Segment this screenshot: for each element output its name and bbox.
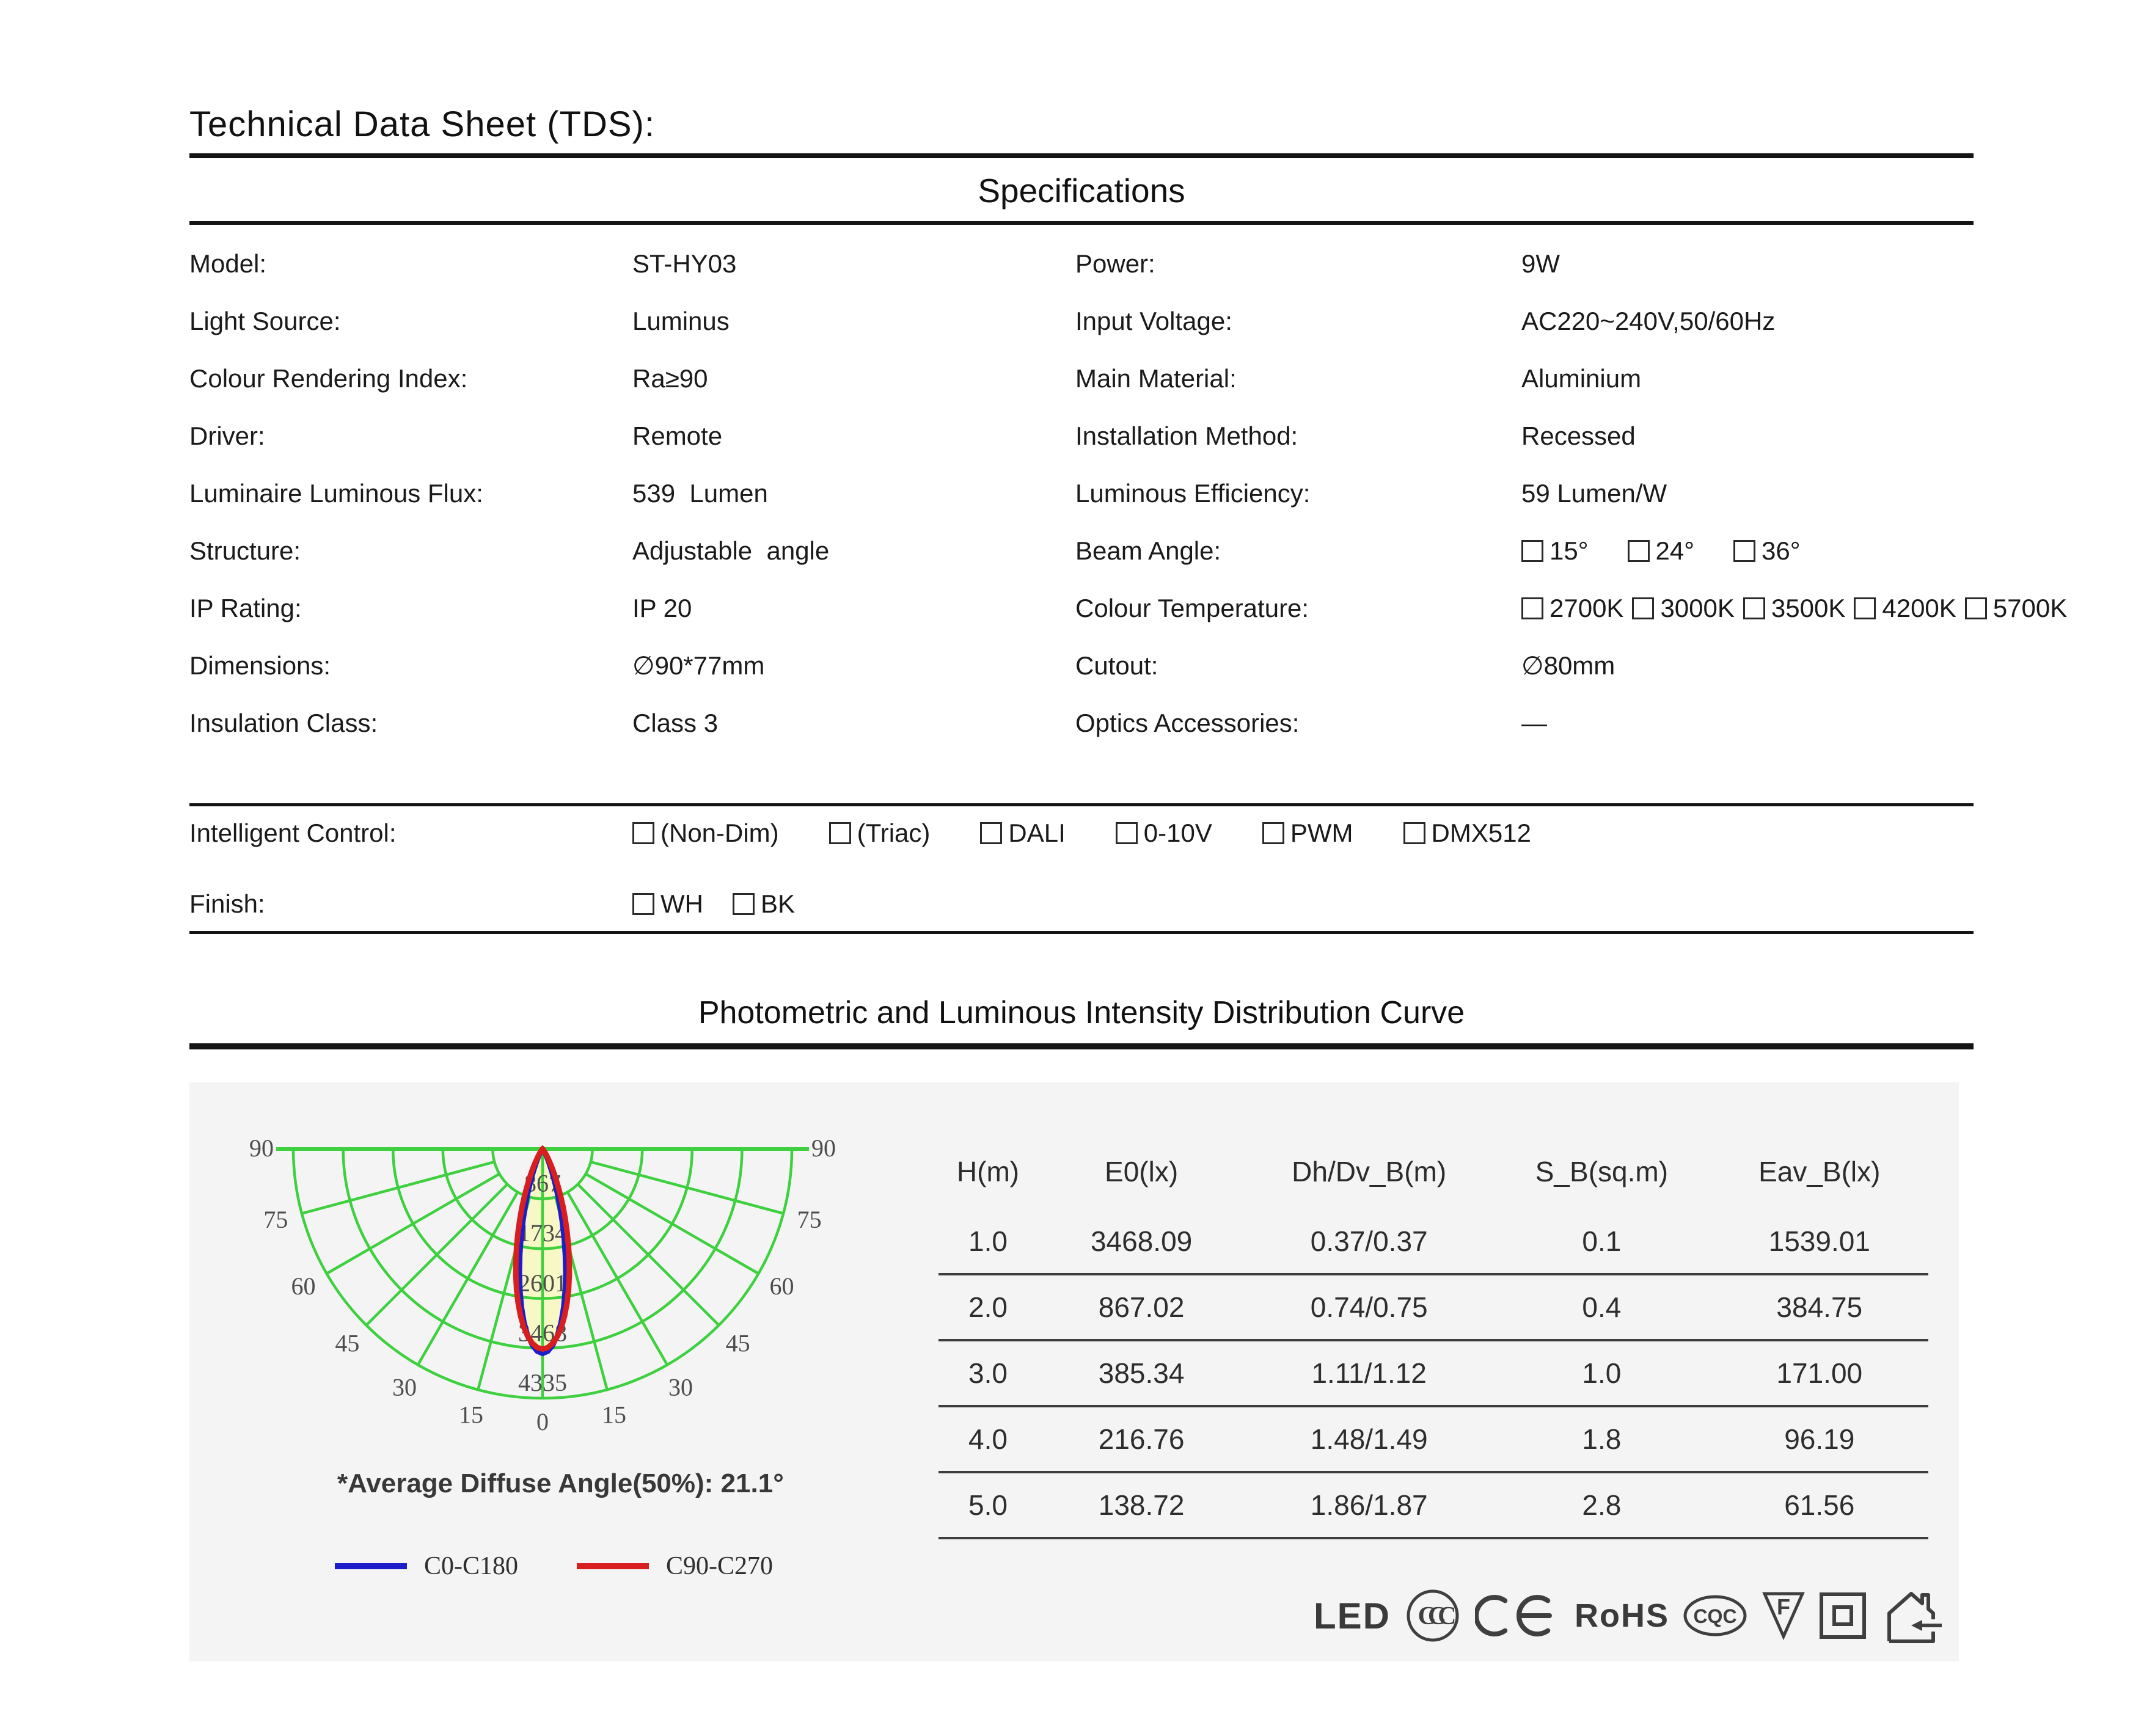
svg-text:45: 45 — [335, 1329, 360, 1357]
finish-option-label: BK — [760, 889, 796, 918]
spec-value: 59 Lumen/W — [1521, 479, 1667, 508]
intelligent-control-checkbox[interactable] — [829, 822, 851, 844]
spec-value: Aluminium — [1521, 364, 1642, 393]
divider — [189, 931, 1974, 934]
finish-option — [632, 889, 703, 919]
svg-text:1734: 1734 — [518, 1219, 567, 1247]
table-header-cell: E0(lx) — [1105, 1156, 1179, 1187]
table-cell: 2.8 — [1582, 1489, 1622, 1521]
finish-group — [632, 887, 795, 921]
spec-checkbox[interactable] — [1965, 597, 1987, 619]
table-header-cell: H(m) — [956, 1156, 1020, 1187]
spec-label: Luminaire Luminous Flux: — [189, 479, 483, 508]
spec-row — [189, 304, 2144, 338]
table-cell: 3.0 — [968, 1357, 1008, 1389]
spec-value: Recessed — [1521, 421, 1636, 450]
spec-checkbox[interactable] — [1743, 597, 1765, 619]
spec-row — [189, 706, 2144, 740]
intelligent-control-option-label: PWM — [1290, 819, 1353, 847]
spec-row — [189, 534, 2144, 568]
spec-value: ∅90*77mm — [632, 651, 765, 680]
spec-value: Remote — [632, 421, 723, 450]
spec-label: Driver: — [189, 421, 265, 450]
divider — [189, 153, 1974, 158]
table-row — [938, 1407, 1928, 1473]
spec-label: Cutout: — [1075, 651, 1158, 680]
spec-option-label: 15° — [1549, 536, 1589, 565]
finish-option-label: WH — [660, 889, 703, 918]
spec-checkbox[interactable] — [1632, 597, 1654, 619]
f-triangle-icon — [1761, 1590, 1806, 1641]
intelligent-control-options — [632, 816, 1531, 850]
svg-text:15: 15 — [459, 1401, 484, 1429]
intelligent-control-group — [632, 816, 1531, 850]
spec-row — [189, 419, 2144, 453]
diffuse-angle-note: *Average Diffuse Angle(50%): 21.1° — [337, 1468, 784, 1498]
spec-value: Class 3 — [632, 709, 719, 737]
svg-text:2601: 2601 — [518, 1269, 567, 1297]
spec-option-label: 2700K — [1549, 594, 1624, 622]
spec-label: Luminous Efficiency: — [1075, 479, 1311, 508]
svg-text:15: 15 — [601, 1401, 626, 1429]
table-cell: 1.48/1.49 — [1310, 1423, 1428, 1455]
svg-text:75: 75 — [263, 1205, 288, 1233]
table-cell: 216.76 — [1098, 1423, 1185, 1455]
spec-label: Colour Rendering Index: — [189, 364, 468, 393]
spec-label: Input Voltage: — [1075, 307, 1232, 335]
svg-text:75: 75 — [797, 1205, 822, 1233]
intelligent-control-option-label: DALI — [1008, 819, 1066, 847]
svg-text:30: 30 — [392, 1373, 417, 1401]
table-row — [938, 1473, 1928, 1539]
svg-text:45: 45 — [725, 1329, 750, 1357]
spec-option — [1743, 594, 1845, 623]
intelligent-control-checkbox[interactable] — [1116, 822, 1138, 844]
spec-row — [189, 649, 2144, 683]
table-cell: 96.19 — [1784, 1423, 1855, 1455]
photometric-data-table — [938, 1134, 1928, 1539]
table-cell: 171.00 — [1776, 1357, 1863, 1389]
spec-row — [189, 362, 2144, 396]
table-row — [938, 1341, 1928, 1407]
spec-option — [1521, 594, 1623, 623]
photometric-heading: Photometric and Luminous Intensity Distribution Curve — [698, 995, 1465, 1030]
spec-label: Main Material: — [1075, 364, 1237, 393]
svg-text:90: 90 — [249, 1134, 274, 1162]
table-cell: 1.86/1.87 — [1310, 1489, 1428, 1521]
spec-value: Ra≥90 — [632, 364, 708, 393]
svg-text:CCC: CCC — [1418, 1602, 1448, 1630]
double-insulation-icon — [1818, 1591, 1868, 1641]
spec-label: Light Source: — [189, 307, 341, 335]
svg-text:F: F — [1777, 1594, 1790, 1619]
cqc-icon — [1681, 1591, 1749, 1641]
divider — [189, 1043, 1974, 1049]
certification-marks — [1314, 1579, 1943, 1652]
finish-label: Finish: — [189, 889, 265, 918]
svg-text:867: 867 — [524, 1169, 561, 1197]
spec-row — [189, 247, 2144, 281]
intelligent-control-checkbox[interactable] — [1403, 822, 1425, 844]
table-cell: 0.37/0.37 — [1310, 1225, 1428, 1257]
spec-option — [1632, 594, 1734, 623]
spec-label: Dimensions: — [189, 651, 331, 680]
table-cell: 1539.01 — [1768, 1225, 1870, 1257]
intelligent-control-option — [632, 819, 779, 848]
ccc-icon — [1402, 1585, 1463, 1646]
intelligent-control-option — [1116, 819, 1212, 848]
spec-label: Structure: — [189, 536, 301, 565]
table-cell: 0.74/0.75 — [1310, 1291, 1428, 1323]
table-cell: 4.0 — [968, 1423, 1008, 1455]
spec-option-label: 3000K — [1660, 594, 1735, 622]
intelligent-control-option — [1262, 819, 1353, 848]
spec-group — [1521, 534, 1801, 568]
spec-option — [1965, 594, 2067, 623]
spec-value: IP 20 — [632, 594, 692, 622]
spec-checkbox[interactable] — [1628, 540, 1650, 562]
finish-checkbox[interactable] — [733, 893, 755, 915]
intelligent-control-row — [189, 816, 2144, 850]
spec-value: AC220~240V,50/60Hz — [1521, 307, 1776, 335]
spec-checkbox[interactable] — [1521, 540, 1543, 562]
spec-option — [1628, 536, 1695, 566]
table-cell: 384.75 — [1776, 1291, 1863, 1323]
finish-options — [632, 887, 795, 921]
svg-text:0: 0 — [536, 1408, 549, 1435]
spec-option-label: 5700K — [1992, 594, 2068, 622]
spec-option — [1733, 536, 1801, 566]
table-cell: 1.0 — [1582, 1357, 1622, 1389]
intelligent-control-option-label: (Non-Dim) — [660, 819, 779, 847]
intelligent-control-option-label: (Triac) — [857, 819, 931, 847]
table-cell: 1.11/1.12 — [1311, 1357, 1427, 1389]
spec-checkbox[interactable] — [1854, 597, 1876, 619]
spec-value: ST-HY03 — [632, 249, 737, 278]
spec-label: Optics Accessories: — [1075, 709, 1300, 737]
divider — [189, 221, 1974, 225]
spec-checkbox[interactable] — [1521, 597, 1543, 619]
spec-option-label: 4200K — [1882, 594, 1956, 622]
intelligent-control-option-label: 0-10V — [1143, 819, 1212, 847]
spec-label: Insulation Class: — [189, 709, 378, 737]
spec-label: Beam Angle: — [1075, 536, 1221, 565]
spec-checkbox[interactable] — [1733, 540, 1755, 562]
table-row — [938, 1209, 1928, 1275]
rohs-mark: RoHS — [1575, 1597, 1669, 1634]
svg-text:60: 60 — [291, 1272, 316, 1300]
spec-option — [1521, 536, 1589, 566]
spec-option — [1854, 594, 1956, 623]
intelligent-control-checkbox[interactable] — [632, 822, 654, 844]
svg-text:90: 90 — [811, 1134, 836, 1162]
finish-checkbox[interactable] — [632, 893, 654, 915]
polar-chart-svg — [232, 1109, 855, 1460]
table-cell: 0.4 — [1582, 1291, 1622, 1323]
legend-item — [577, 1552, 773, 1581]
table-cell: 867.02 — [1098, 1291, 1185, 1323]
ce-icon — [1475, 1588, 1563, 1644]
spec-value: — — [1521, 709, 1547, 737]
intelligent-control-option — [980, 819, 1065, 848]
svg-text:60: 60 — [769, 1272, 794, 1300]
legend-line-swatch — [335, 1563, 407, 1569]
chart-legend — [335, 1552, 773, 1581]
table-cell: 138.72 — [1098, 1489, 1185, 1521]
finish-row — [189, 887, 2144, 921]
spec-row — [189, 591, 2144, 625]
spec-label: Model: — [189, 249, 267, 278]
legend-item — [335, 1552, 518, 1581]
table-row — [938, 1275, 1928, 1341]
svg-text:30: 30 — [668, 1373, 693, 1401]
spec-label: Colour Temperature: — [1075, 594, 1309, 622]
intelligent-control-option — [829, 819, 931, 848]
spec-value: 9W — [1521, 249, 1560, 278]
intelligent-control-label: Intelligent Control: — [189, 819, 397, 847]
intelligent-control-option-label: DMX512 — [1431, 819, 1531, 847]
divider — [189, 803, 1974, 806]
table-cell: 0.1 — [1582, 1225, 1622, 1257]
svg-text:4335: 4335 — [518, 1369, 567, 1396]
table-header-cell: Eav_B(lx) — [1758, 1156, 1881, 1187]
spec-value: Adjustable angle — [632, 536, 830, 565]
specifications-heading: Specifications — [978, 172, 1185, 210]
svg-text:3468: 3468 — [518, 1319, 567, 1347]
intelligent-control-checkbox[interactable] — [980, 822, 1002, 844]
table-cell: 1.0 — [968, 1225, 1008, 1257]
legend-label: C0-C180 — [424, 1552, 519, 1580]
table-cell: 2.0 — [968, 1291, 1008, 1323]
spec-value: Luminus — [632, 307, 730, 335]
intelligent-control-checkbox[interactable] — [1262, 822, 1284, 844]
spec-option-label: 3500K — [1771, 594, 1846, 622]
table-header-row — [938, 1134, 1928, 1209]
led-mark: LED — [1314, 1595, 1391, 1636]
spec-option-label: 24° — [1655, 536, 1695, 565]
legend-line-swatch — [577, 1563, 649, 1569]
page-title: Technical Data Sheet (TDS): — [189, 104, 655, 144]
spec-row — [189, 476, 2144, 511]
svg-text:CQC: CQC — [1693, 1605, 1737, 1627]
spec-value: ∅80mm — [1521, 651, 1615, 680]
spec-group — [1521, 591, 2067, 625]
table-header-cell: S_B(sq.m) — [1535, 1156, 1669, 1187]
intelligent-control-option — [1403, 819, 1531, 848]
polar-intensity-chart — [232, 1109, 855, 1460]
finish-option — [733, 889, 795, 919]
legend-label: C90-C270 — [666, 1552, 774, 1580]
table-cell: 61.56 — [1784, 1489, 1855, 1521]
table-cell: 1.8 — [1582, 1423, 1622, 1455]
indoor-use-house-icon — [1879, 1585, 1943, 1646]
table-cell: 385.34 — [1098, 1357, 1185, 1389]
spec-label: IP Rating: — [189, 594, 302, 622]
spec-label: Power: — [1075, 249, 1155, 278]
spec-label: Installation Method: — [1075, 421, 1298, 450]
table-header-cell: Dh/Dv_B(m) — [1292, 1156, 1447, 1187]
table-cell: 5.0 — [968, 1489, 1008, 1521]
table-cell: 3468.09 — [1090, 1225, 1193, 1257]
spec-option-label: 36° — [1762, 536, 1801, 565]
spec-value: 539 Lumen — [632, 479, 768, 508]
